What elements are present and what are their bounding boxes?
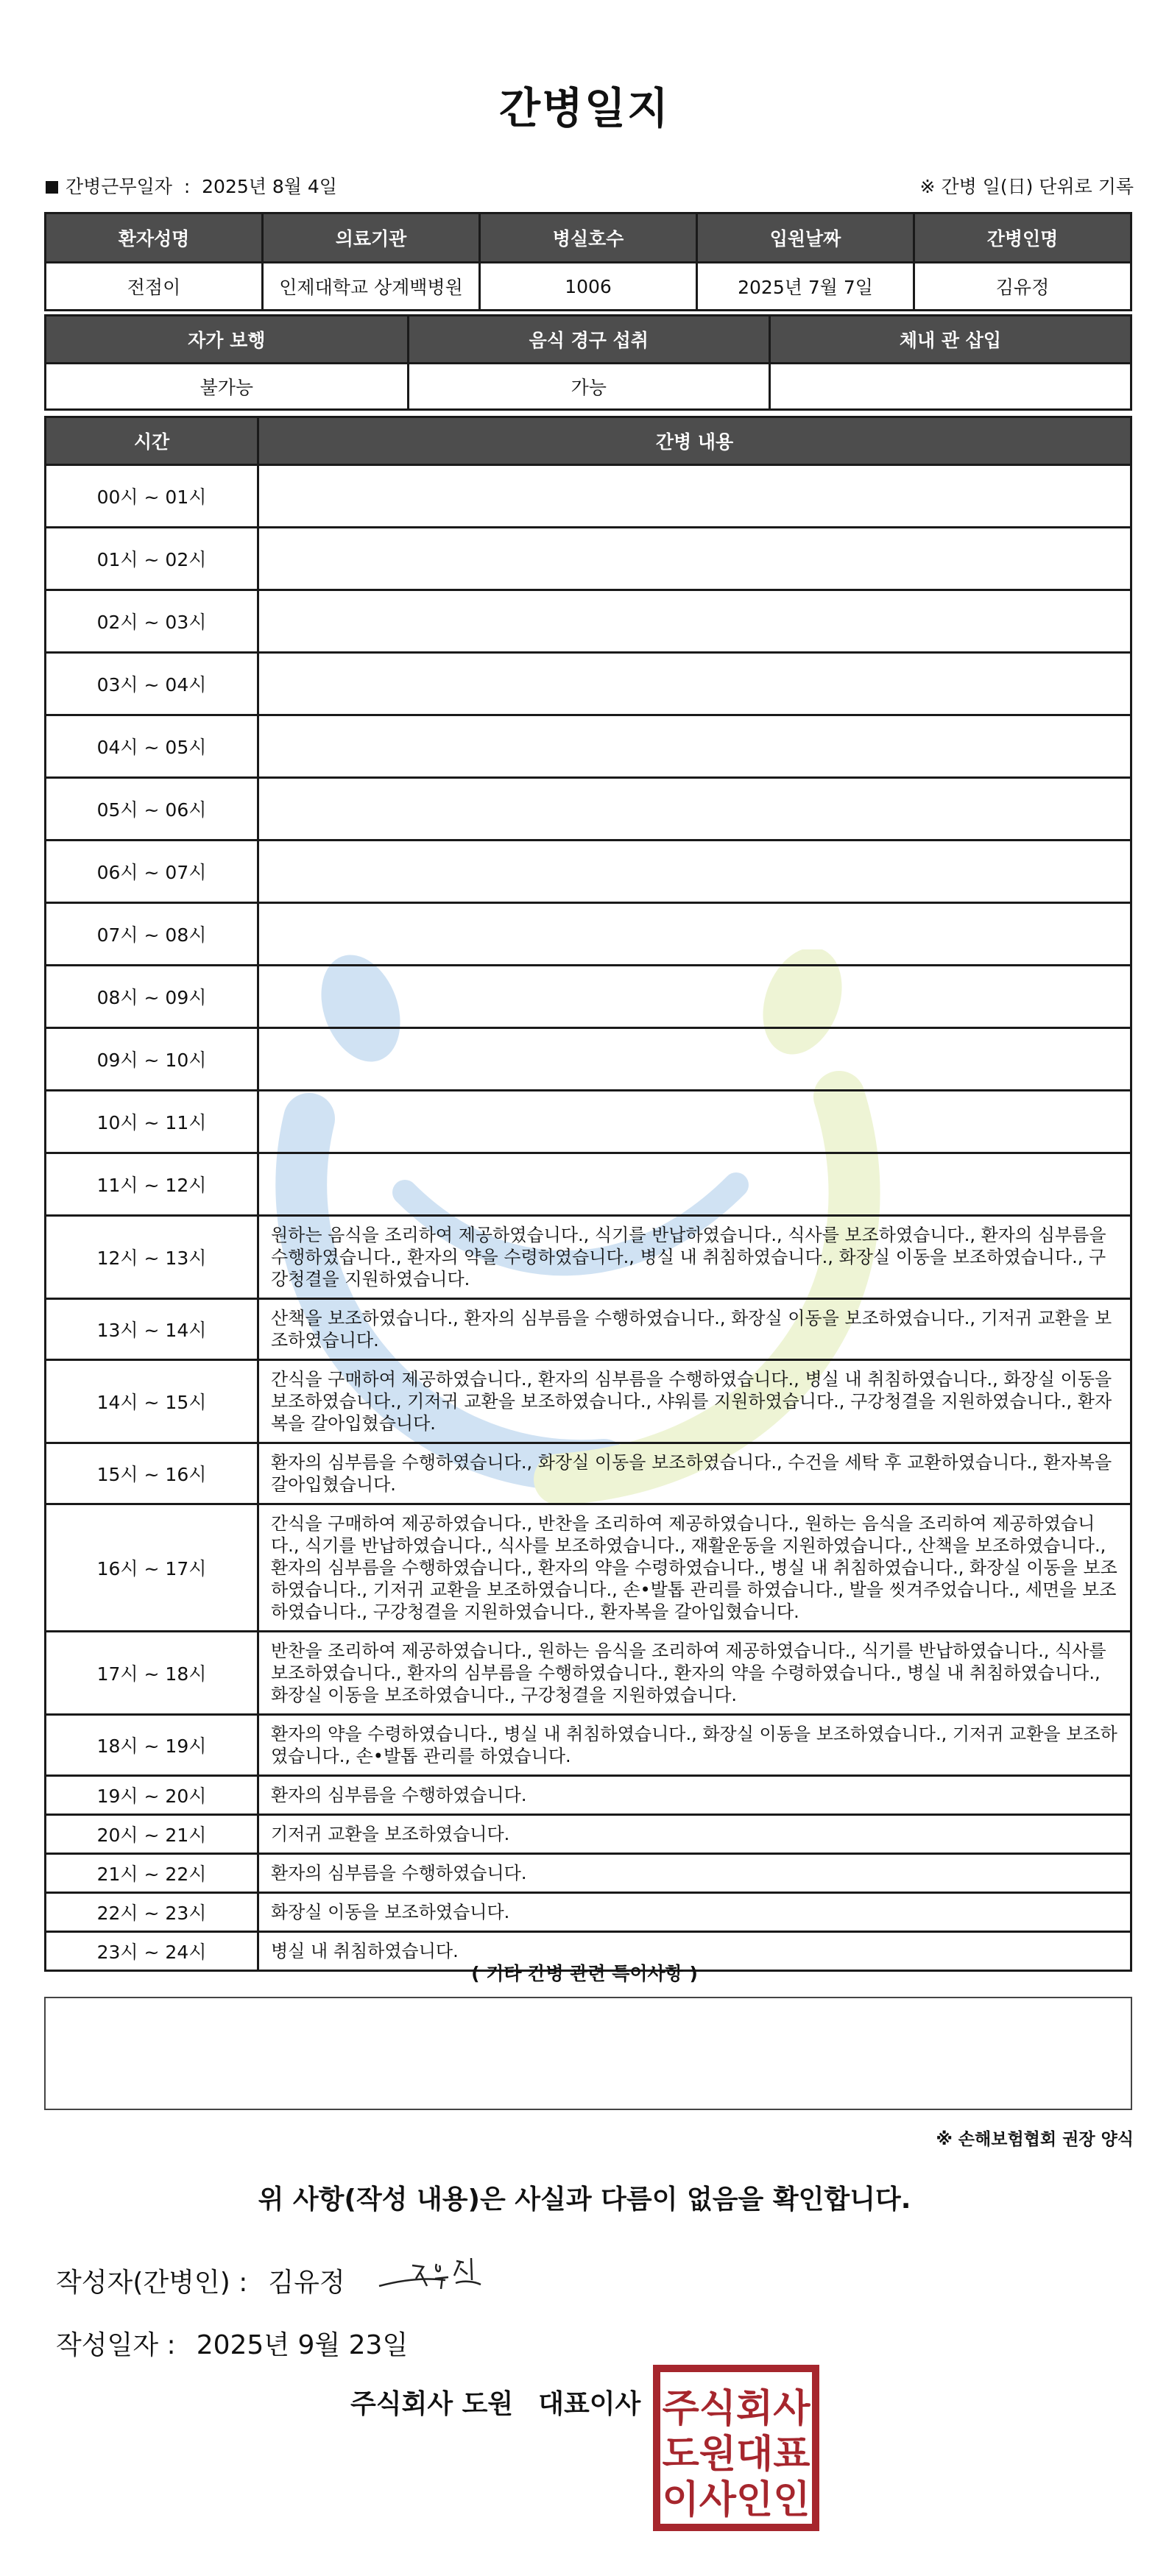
care-log-row [46, 841, 1131, 903]
patient-status-table [44, 314, 1132, 411]
care-log-content [258, 903, 1131, 966]
care-log-row [46, 1443, 1131, 1504]
care-log-row [46, 1153, 1131, 1216]
company-role: 대표이사 [538, 2389, 641, 2419]
caregiver-name: 김유정 [914, 263, 1131, 311]
admission-date: 2025년 7월 7일 [697, 263, 914, 311]
header-patient-name: 환자성명 [46, 213, 263, 263]
svg-text:이사인인: 이사인인 [662, 2478, 810, 2522]
header-caregiver-name: 간병인명 [914, 213, 1131, 263]
record-unit-note: ※ 간병 일(日) 단위로 기록 [919, 176, 1134, 197]
patient-info-value-row [46, 263, 1131, 311]
care-log-row [46, 1504, 1131, 1632]
tube-insertion-value [769, 364, 1131, 410]
company-seal-stamp [652, 2364, 820, 2532]
care-log-content: 환자의 심부름을 수행하였습니다. [258, 1854, 1131, 1893]
care-log-body [46, 465, 1131, 1971]
written-date-value: 2025년 9월 23일 [196, 2330, 409, 2360]
work-date-label: 간병근무일자 [66, 176, 172, 197]
care-log-content: 반찬을 조리하여 제공하였습니다., 원하는 음식을 조리하여 제공하였습니다., 식기를 반납하였습니다., 식사를 보조하였습니다., 환자의 심부름을 수행하였습니다., 환자의 약을 수령하였습니다., 병실 내 취침하였습니다., 화장실 이동을 보조하였습니다., 구강청결을 지원하였습니다. [258, 1632, 1131, 1715]
header-room: 병실호수 [480, 213, 697, 263]
care-log-row [46, 1715, 1131, 1776]
care-log-row [46, 1854, 1131, 1893]
oral-intake-value: 가능 [408, 364, 769, 410]
care-log-content [258, 1028, 1131, 1091]
care-log-content [258, 465, 1131, 528]
company-line [350, 2383, 640, 2421]
header-oral-intake: 음식 경구 섭취 [408, 316, 769, 364]
care-log-time: 09시 ~ 10시 [46, 1028, 258, 1091]
author-name: 김유정 [268, 2268, 345, 2298]
header-care-content: 간병 내용 [258, 417, 1131, 465]
institution: 인제대학교 상계백병원 [263, 263, 480, 311]
care-log-row [46, 1216, 1131, 1299]
care-log-content [258, 1091, 1131, 1153]
care-log-time: 14시 ~ 15시 [46, 1360, 258, 1443]
care-log-header-row [46, 417, 1131, 465]
header-self-walking: 자가 보행 [46, 316, 409, 364]
care-log-content [258, 590, 1131, 653]
care-log-content: 환자의 심부름을 수행하였습니다. [258, 1776, 1131, 1815]
document-title: 간병일지 [498, 83, 671, 133]
care-log-row [46, 1776, 1131, 1815]
care-log-table [44, 416, 1132, 1972]
recommendation-note: ※ 손해보험협회 권장 양식 [936, 2130, 1134, 2149]
care-log-content [258, 653, 1131, 715]
care-log-time: 22시 ~ 23시 [46, 1893, 258, 1932]
header-tube-insertion: 체내 관 삽입 [769, 316, 1131, 364]
work-date [46, 172, 337, 199]
patient-status-value-row [46, 364, 1131, 410]
care-log-time: 05시 ~ 06시 [46, 778, 258, 841]
bullet-square-icon [46, 181, 58, 194]
care-log-time: 19시 ~ 20시 [46, 1776, 258, 1815]
care-log-row [46, 715, 1131, 778]
care-log-time: 12시 ~ 13시 [46, 1216, 258, 1299]
care-log-time: 10시 ~ 11시 [46, 1091, 258, 1153]
author-line [56, 2262, 345, 2299]
care-log-time: 06시 ~ 07시 [46, 841, 258, 903]
care-log-content: 간식을 구매하여 제공하였습니다., 환자의 심부름을 수행하였습니다., 병실 내 취침하였습니다., 화장실 이동을 보조하였습니다., 기저귀 교환을 보조하였습니다., 샤워를 지원하였습니다., 구강청결을 지원하였습니다., 환자복을 갈아입혔습니다. [258, 1360, 1131, 1443]
care-log-time: 11시 ~ 12시 [46, 1153, 258, 1216]
header-institution: 의료기관 [263, 213, 480, 263]
special-notes-box [44, 1997, 1132, 2110]
care-log-content [258, 1153, 1131, 1216]
care-log-row [46, 1091, 1131, 1153]
care-log-row [46, 966, 1131, 1028]
confirmation-statement: 위 사항(작성 내용)은 사실과 다름이 없음을 확인합니다. [258, 2184, 911, 2215]
company-name: 주식회사 도원 [350, 2389, 514, 2419]
care-log-content: 환자의 심부름을 수행하였습니다., 화장실 이동을 보조하였습니다., 수건을 세탁 후 교환하였습니다., 환자복을 갈아입혔습니다. [258, 1443, 1131, 1504]
care-log-time: 07시 ~ 08시 [46, 903, 258, 966]
care-log-content [258, 966, 1131, 1028]
care-log-time: 20시 ~ 21시 [46, 1815, 258, 1854]
care-log-row [46, 778, 1131, 841]
self-walking-value: 불가능 [46, 364, 409, 410]
care-log-row [46, 528, 1131, 590]
care-log-time: 01시 ~ 02시 [46, 528, 258, 590]
patient-status-header-row [46, 316, 1131, 364]
care-log-content: 병실 내 취침하였습니다. [258, 1932, 1131, 1971]
room-number: 1006 [480, 263, 697, 311]
header-admission-date: 입원날짜 [697, 213, 914, 263]
care-log-content: 산책을 보조하였습니다., 환자의 심부름을 수행하였습니다., 화장실 이동을 보조하였습니다., 기저귀 교환을 보조하였습니다. [258, 1299, 1131, 1360]
care-log-time: 15시 ~ 16시 [46, 1443, 258, 1504]
written-date-label: 작성일자 : [56, 2330, 176, 2360]
care-log-content: 원하는 음식을 조리하여 제공하였습니다., 식기를 반납하였습니다., 식사를 보조하였습니다., 환자의 심부름을 수행하였습니다., 환자의 약을 수령하였습니다., 병실 내 취침하였습니다., 화장실 이동을 보조하였습니다., 구강청결을 지원하였습니다. [258, 1216, 1131, 1299]
care-log-time: 16시 ~ 17시 [46, 1504, 258, 1632]
care-log-time: 21시 ~ 22시 [46, 1854, 258, 1893]
care-log-content: 간식을 구매하여 제공하였습니다., 반찬을 조리하여 제공하였습니다., 원하는 음식을 조리하여 제공하였습니다., 식기를 반납하였습니다., 식사를 보조하였습니다., 재활운동을 지원하였습니다., 산책을 보조하였습니다., 환자의 심부름을 수행하였습니다., 환자의 약을 수령하였습니다., 병실 내 취침하였습니다., 화장실 이동을 보조하였습니다., 기저귀 교환을 보조하였습니다., 손•발톱 관리를 하였습니다., 발을 씻겨주었습니다., 세면을 보조하였습니다., 구강청결을 지원하였습니다., 환자복을 갈아입혔습니다. [258, 1504, 1131, 1632]
care-log-time: 23시 ~ 24시 [46, 1932, 258, 1971]
header-time: 시간 [46, 417, 258, 465]
handwritten-signature [372, 2251, 504, 2302]
written-date-line [56, 2324, 408, 2362]
care-log-time: 17시 ~ 18시 [46, 1632, 258, 1715]
care-log-time: 00시 ~ 01시 [46, 465, 258, 528]
care-log-content: 기저귀 교환을 보조하였습니다. [258, 1815, 1131, 1854]
care-log-content: 화장실 이동을 보조하였습니다. [258, 1893, 1131, 1932]
care-log-time: 18시 ~ 19시 [46, 1715, 258, 1776]
svg-text:도원대표: 도원대표 [662, 2432, 810, 2477]
care-log-time: 08시 ~ 09시 [46, 966, 258, 1028]
care-log-content: 환자의 약을 수령하였습니다., 병실 내 취침하였습니다., 화장실 이동을 보조하였습니다., 기저귀 교환을 보조하였습니다., 손•발톱 관리를 하였습니다. [258, 1715, 1131, 1776]
patient-info-header-row [46, 213, 1131, 263]
work-date-value: 2025년 8월 4일 [202, 176, 337, 197]
care-log-content [258, 778, 1131, 841]
care-log-time: 02시 ~ 03시 [46, 590, 258, 653]
care-log-row [46, 903, 1131, 966]
care-log-content [258, 715, 1131, 778]
care-log-row [46, 590, 1131, 653]
care-log-row [46, 1360, 1131, 1443]
svg-text:주식회사: 주식회사 [662, 2387, 810, 2431]
work-date-sep: : [183, 176, 191, 197]
care-log-row [46, 1632, 1131, 1715]
care-log-row [46, 1299, 1131, 1360]
care-log-content [258, 841, 1131, 903]
care-log-time: 04시 ~ 05시 [46, 715, 258, 778]
special-notes-title: ( 기타 간병 관련 특이사항 ) [471, 1963, 698, 1984]
care-log-row [46, 465, 1131, 528]
care-log-time: 13시 ~ 14시 [46, 1299, 258, 1360]
care-log-time: 03시 ~ 04시 [46, 653, 258, 715]
care-log-row [46, 1893, 1131, 1932]
patient-info-table [44, 212, 1132, 311]
care-log-content [258, 528, 1131, 590]
author-label: 작성자(간병인) : [56, 2268, 248, 2298]
patient-name: 전점이 [46, 263, 263, 311]
care-log-row [46, 1815, 1131, 1854]
care-log-row [46, 653, 1131, 715]
care-log-row [46, 1028, 1131, 1091]
